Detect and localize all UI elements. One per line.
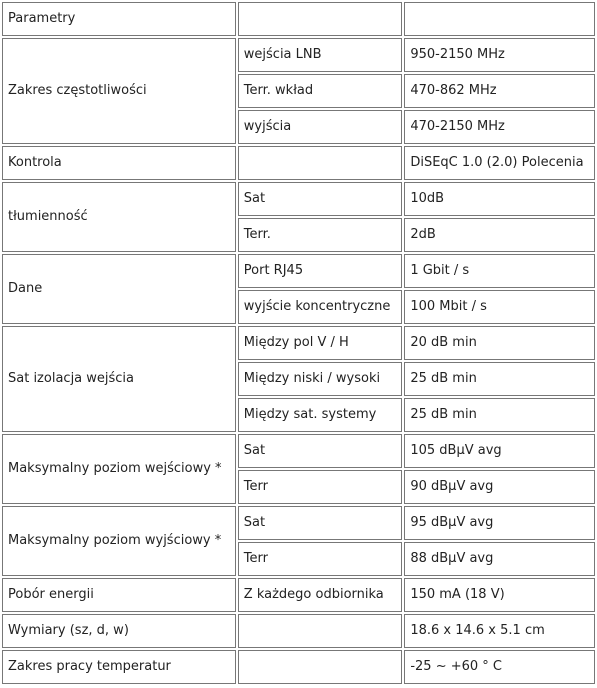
parameter-label: Zakres pracy temperatur: [2, 650, 236, 684]
parameter-label: Wymiary (sz, d, w): [2, 614, 236, 648]
parameter-label: tłumienność: [2, 182, 236, 252]
spec-table-body: [2, 2, 595, 684]
parameter-value: -25 ~ +60 ° C: [404, 650, 595, 684]
parameter-label: Parametry: [2, 2, 236, 36]
parameter-value: 1 Gbit / s: [404, 254, 595, 288]
parameter-value: DiSEqC 1.0 (2.0) Polecenia: [404, 146, 595, 180]
table-row: [2, 506, 595, 540]
parameter-value: 2dB: [404, 218, 595, 252]
parameter-value: 470-2150 MHz: [404, 110, 595, 144]
sub-parameter: Port RJ45: [238, 254, 403, 288]
parameter-value: 90 dBµV avg: [404, 470, 595, 504]
sub-parameter: Z każdego odbiornika: [238, 578, 403, 612]
parameter-value: 100 Mbit / s: [404, 290, 595, 324]
parameter-value: 950-2150 MHz: [404, 38, 595, 72]
sub-parameter: Sat: [238, 182, 403, 216]
table-row: [2, 2, 595, 36]
table-row: [2, 254, 595, 288]
parameter-value: 20 dB min: [404, 326, 595, 360]
sub-parameter: [238, 614, 403, 648]
table-row: [2, 326, 595, 360]
sub-parameter: Między sat. systemy: [238, 398, 403, 432]
sub-parameter: [238, 650, 403, 684]
sub-parameter: Terr. wkład: [238, 74, 403, 108]
parameter-value: 150 mA (18 V): [404, 578, 595, 612]
sub-parameter: Sat: [238, 506, 403, 540]
sub-parameter: [238, 146, 403, 180]
sub-parameter: Między niski / wysoki: [238, 362, 403, 396]
sub-parameter: Terr: [238, 542, 403, 576]
parameter-label: Maksymalny poziom wejściowy *: [2, 434, 236, 504]
parameter-label: Dane: [2, 254, 236, 324]
table-row: [2, 578, 595, 612]
parameter-value: 18.6 x 14.6 x 5.1 cm: [404, 614, 595, 648]
parameter-value: 470-862 MHz: [404, 74, 595, 108]
parameter-label: Pobór energii: [2, 578, 236, 612]
parameter-value: 95 dBµV avg: [404, 506, 595, 540]
parameter-label: Maksymalny poziom wyjściowy *: [2, 506, 236, 576]
sub-parameter: Terr.: [238, 218, 403, 252]
sub-parameter: Między pol V / H: [238, 326, 403, 360]
parameter-label: Sat izolacja wejścia: [2, 326, 236, 432]
parameter-value: 88 dBµV avg: [404, 542, 595, 576]
table-row: [2, 650, 595, 684]
table-row: [2, 614, 595, 648]
sub-parameter: wyjście koncentryczne: [238, 290, 403, 324]
sub-parameter: wejścia LNB: [238, 38, 403, 72]
table-row: [2, 434, 595, 468]
parameter-label: Kontrola: [2, 146, 236, 180]
table-row: [2, 146, 595, 180]
parameter-value: 10dB: [404, 182, 595, 216]
sub-parameter: Sat: [238, 434, 403, 468]
sub-parameter: [238, 2, 403, 36]
table-row: [2, 182, 595, 216]
parameter-value: 25 dB min: [404, 398, 595, 432]
sub-parameter: Terr: [238, 470, 403, 504]
parameter-label: Zakres częstotliwości: [2, 38, 236, 144]
parameter-value: 105 dBµV avg: [404, 434, 595, 468]
table-row: [2, 38, 595, 72]
sub-parameter: wyjścia: [238, 110, 403, 144]
parameter-value: 25 dB min: [404, 362, 595, 396]
parameter-value: [404, 2, 595, 36]
